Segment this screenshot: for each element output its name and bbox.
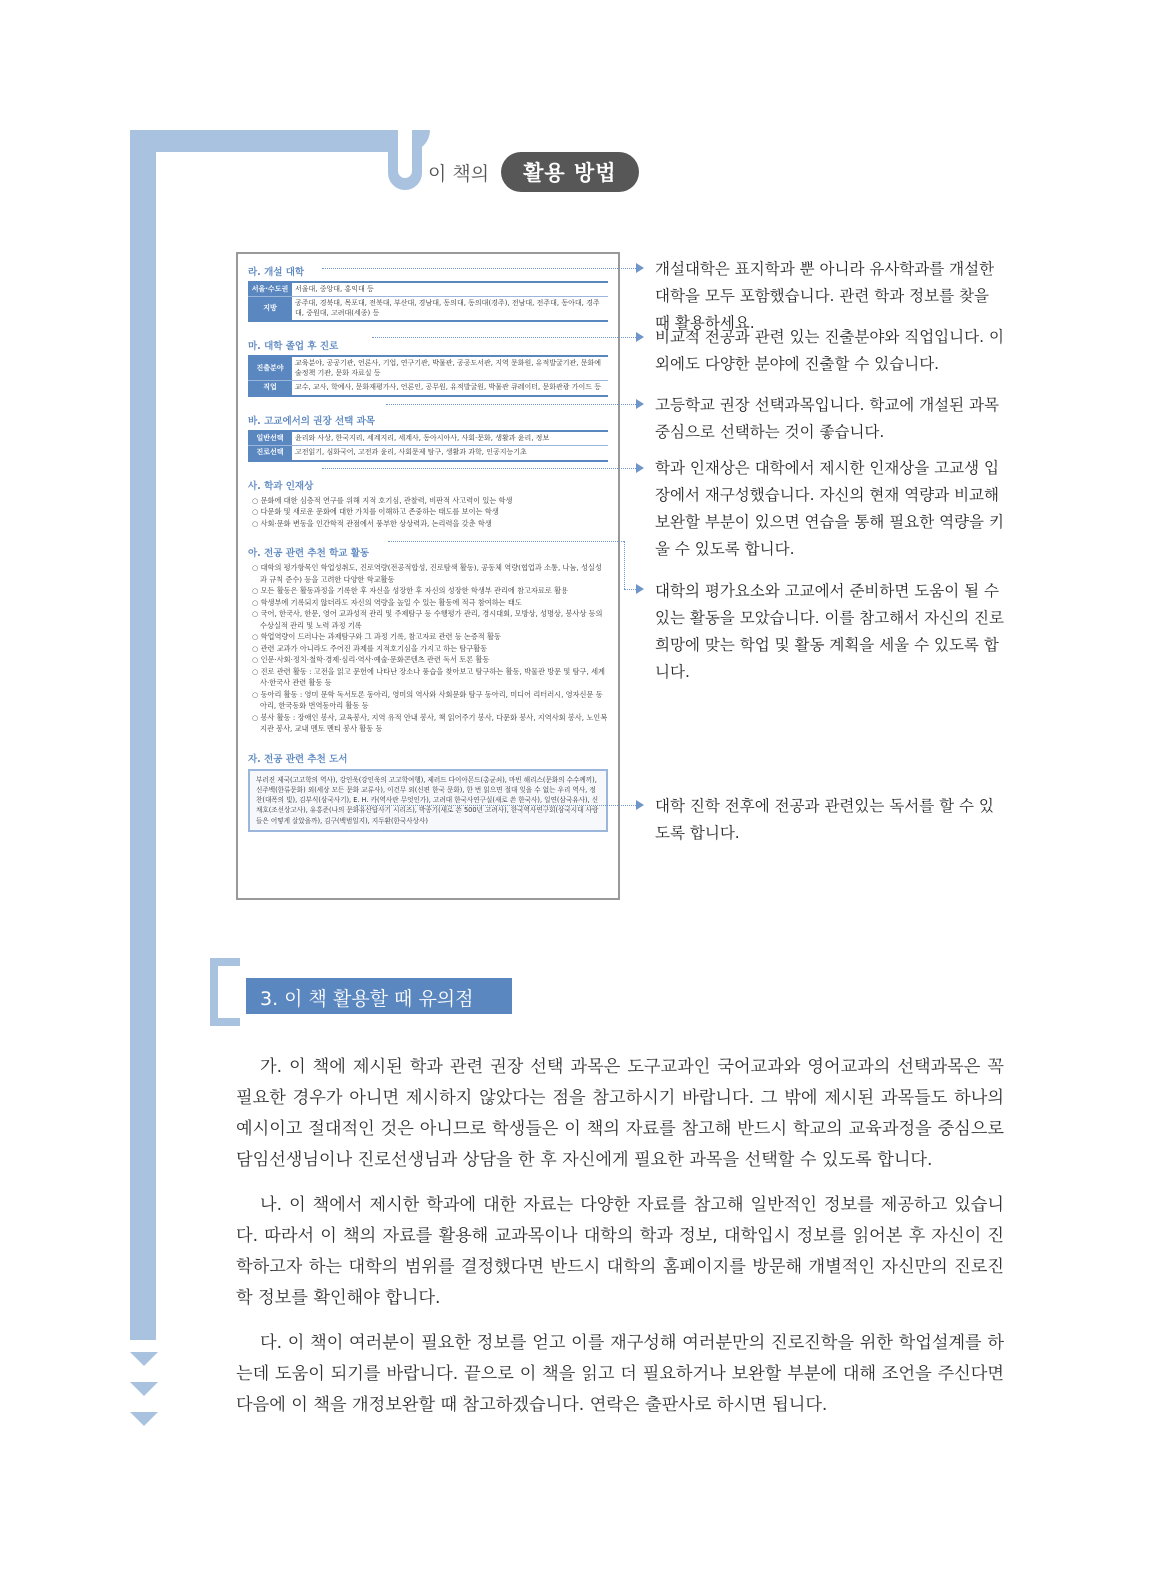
decorative-frame-curve xyxy=(156,152,192,192)
sample-page-thumbnail xyxy=(236,252,620,900)
arrow-icon xyxy=(636,399,644,409)
thumb-section-talent xyxy=(248,478,608,530)
arrow-icon xyxy=(636,463,644,473)
triangle-icon xyxy=(130,1352,158,1366)
paragraph-da: 다. 이 책이 여러분이 필요한 정보를 얻고 이를 재구성해 여러분만의 진로진학을 위한 학업설계를 하는데 도움이 되기를 바랍니다. 끝으로 이 책을 읽고 더 필요하거나 보완할 부분에 대해 조언을 주신다면 다음에 이 책을 개정보완할 때 참고하겠습니다. 연락은 출판사로 하시면 됩니다. xyxy=(236,1333,1004,1415)
list-item: ○ 인문·사회·정치·철학·경제·심리·역사·예술·문화콘텐츠 관련 독서 토론 활동 xyxy=(248,654,608,666)
table-row xyxy=(248,356,608,380)
leader-line xyxy=(624,589,636,590)
row-label: 진로선택 xyxy=(248,446,292,461)
row-label: 지방 xyxy=(248,297,292,321)
leader-line xyxy=(356,805,636,806)
row-value: 고전읽기, 심화국어, 고전과 윤리, 사회문제 탐구, 생활과 과학, 인공지능기초 xyxy=(292,446,608,461)
arrow-icon xyxy=(636,263,644,273)
thumb-section-title: 라. 개설 대학 xyxy=(248,267,305,278)
thumb-section-activities xyxy=(248,545,608,735)
table-row xyxy=(248,297,608,321)
header-title: 활용 방법 xyxy=(501,152,638,192)
thumb-section-careers xyxy=(248,338,608,396)
list-item: ○ 모든 활동은 활동과정을 기록한 후 자신을 성장한 후 자신의 성장한 학생부 관리에 참고자료로 활용 xyxy=(248,585,608,597)
list-item: ○ 문화에 대한 심층적 연구를 위해 지적 호기심, 관찰력, 비판적 사고력이 있는 학생 xyxy=(248,495,608,507)
page-header xyxy=(428,152,639,192)
table-row xyxy=(248,381,608,396)
decorative-frame-bar xyxy=(130,130,156,1340)
thumb-section-books xyxy=(248,751,608,832)
callout-careers: 비교적 전공과 관련 있는 진출분야와 직업입니다. 이 외에도 다양한 분야에 진출할 수 있습니다. xyxy=(655,328,1004,373)
thumb-table xyxy=(248,281,608,322)
thumb-table xyxy=(248,355,608,396)
list-item: ○ 사회·문화 변동을 인간학적 관점에서 풍부한 상상력과, 논리력을 갖춘 학생 xyxy=(248,518,608,530)
triangle-icon xyxy=(130,1412,158,1426)
row-value: 서울대, 중앙대, 홍익대 등 xyxy=(292,282,608,297)
list-item: ○ 학업역량이 드러나는 과제탐구와 그 과정 기록, 참고자료 관련 등 논증적 활동 xyxy=(248,631,608,643)
leader-line-vertical xyxy=(624,541,625,589)
list-item: ○ 다문화 및 새로운 문화에 대한 가치를 이해하고 존중하는 태도를 보이는 학생 xyxy=(248,506,608,518)
thumb-table xyxy=(248,430,608,462)
leader-line xyxy=(322,268,636,269)
arrow-icon xyxy=(636,800,644,810)
paragraph-ga: 가. 이 책에 제시된 학과 관련 권장 선택 과목은 도구교과인 국어교과와 영어교과의 선택과목은 꼭 필요한 경우가 아니면 제시하지 않았다는 점을 참고하시기 바랍니다. 그 밖에 제시된 과목들도 하나의 예시이고 절대적인 것은 아니므로 학생들은 이 책의 자료를 참고해 반드시 학교의 교육과정을 중심으로 담임선생님이나 진로선생님과 상담을 한 후 자신에게 필요한 과목을 선택할 수 있도록 합니다. xyxy=(236,1057,1004,1170)
row-label: 진출분야 xyxy=(248,356,292,380)
row-value: 공주대, 경북대, 목포대, 전북대, 부산대, 경남대, 동의대, 동의대(경주), 전남대, 전주대, 동아대, 경주대, 중원대, 고려대(세종) 등 xyxy=(292,297,608,321)
thumb-section-title: 사. 학과 인재상 xyxy=(248,480,314,492)
leader-line xyxy=(388,541,624,542)
books-box: 부러진 제국(고고학의 역사), 강인욱(강인욱의 고고학여행), 제러드 다이아몬드(총균쇠), 마빈 해리스(문화의 수수께끼), 신주백(한류문화) 외(세상 모든 문화 교류사), 이건무 외(신편 한국 문화), 한 번 읽으면 절대 잊을 수 없는 우리 역사, 정찬(대폭의 빛), 김부식(삼국사기), E. H. 카(역사란 무엇인가), 고려대 한국사연구실(새로 쓴 한국사), 일연(삼국유사), 신채호(조선상고사), 유홍준(나의 문화유산답사기 시리즈), 박종기(새로 쓴 500년 고려사), 한국역사연구회(삼국시대 사람들은 어떻게 살았을까), 김구(백범일지), 지두환(한국사상사) xyxy=(248,769,608,832)
table-row xyxy=(248,282,608,297)
callout-books: 대학 진학 전후에 전공과 관련있는 독서를 할 수 있도록 합니다. xyxy=(655,797,994,842)
list-item: ○ 국어, 한국사, 한문, 영어 교과성적 관리 및 주제탐구 등 수행평가 관리, 경시대회, 모방상, 성명상, 봉사상 등의 수상실적 관리 및 노력 과정 기록 xyxy=(248,608,608,631)
thumb-section-title: 마. 대학 졸업 후 진로 xyxy=(248,341,339,353)
leader-line xyxy=(322,468,636,469)
row-value: 교수, 교사, 학예사, 문화재평가사, 언론인, 공무원, 유적발굴원, 박물관 큐레이터, 문화관광 가이드 등 xyxy=(292,381,608,396)
row-label: 일반선택 xyxy=(248,431,292,446)
row-value: 교육분야, 공공기관, 언론사, 기업, 연구기관, 박물관, 공공도서관, 지역 문화원, 유적발굴기관, 문화예술정책 기관, 문화 자료실 등 xyxy=(292,356,608,380)
list-item: ○ 대학의 평가항목인 학업성취도, 진로역량(전공적합성, 진로탐색 활동), 공동체 역량(협업과 소통, 나눔, 성실성과 규칙 준수) 등을 고려한 다양한 학교활동 xyxy=(248,562,608,585)
triangle-icon xyxy=(130,1382,158,1396)
table-row xyxy=(248,446,608,461)
leader-line xyxy=(372,337,636,338)
row-label: 직업 xyxy=(248,381,292,396)
section-heading: 3. 이 책 활용할 때 유의점 xyxy=(246,978,512,1014)
decorative-frame-hook-inner xyxy=(398,130,412,178)
thumb-section-title: 자. 전공 관련 추천 도서 xyxy=(248,753,348,765)
list-item: ○ 학생부에 기록되지 않더라도 자신의 역량을 높일 수 있는 활동에 적극 참여하는 태도 xyxy=(248,597,608,609)
row-label: 서울·수도권 xyxy=(248,282,292,297)
arrow-icon xyxy=(636,584,644,594)
callout-universities: 개설대학은 표지학과 뿐 아니라 유사학과를 개설한 대학을 모두 포함했습니다. 관련 학과 정보를 찾을 때 활용하세요. xyxy=(655,260,995,332)
thumb-section-universities xyxy=(248,264,608,322)
callout-subjects: 고등학교 권장 선택과목입니다. 학교에 개설된 과목 중심으로 선택하는 것이 좋습니다. xyxy=(655,396,999,441)
callout-activities: 대학의 평가요소와 고교에서 준비하면 도움이 될 수 있는 활동을 모았습니다. 이를 참고해서 자신의 진로 희망에 맞는 학업 및 활동 계획을 세울 수 있도록 합니다. xyxy=(655,582,1004,681)
list-item: ○ 봉사 활동 : 장애인 봉사, 교육봉사, 지역 유적 안내 봉사, 책 읽어주기 봉사, 다문화 봉사, 지역사회 봉사, 노인복지관 봉사, 교내 멘토 멘티 봉사 활동 등 xyxy=(248,712,608,735)
list-item: ○ 진로 관련 활동 : 고전을 읽고 문헌에 나타난 장소나 풍습을 찾아보고 탐구하는 활동, 박물관 방문 및 탐구, 세계사·한국사 관련 활동 등 xyxy=(248,666,608,689)
thumb-section-title: 아. 전공 관련 추천 학교 활동 xyxy=(248,548,370,560)
arrow-icon xyxy=(636,332,644,342)
callout-talent: 학과 인재상은 대학에서 제시한 인재상을 고교생 입장에서 재구성했습니다. 자신의 현재 역량과 비교해 보완할 부분이 있으면 연습을 통해 필요한 역량을 키울 수 있도록 합니다. xyxy=(655,459,1004,558)
table-row xyxy=(248,431,608,446)
leader-line xyxy=(386,404,636,405)
thumb-section-title: 바. 고교에서의 권장 선택 과목 xyxy=(248,415,375,427)
list-item: ○ 관련 교과가 아니라도 주어진 과제를 지적호기심을 가지고 하는 탐구활동 xyxy=(248,643,608,655)
header-prefix: 이 책의 xyxy=(428,162,490,185)
decorative-triangles xyxy=(130,1352,158,1442)
row-value: 윤리와 사상, 한국지리, 세계지리, 세계사, 동아시아사, 사회·문화, 생활과 윤리, 정보 xyxy=(292,431,608,446)
list-item: ○ 동아리 활동 : 영미 문학 독서토론 동아리, 영미의 역사와 사회문화 탐구 동아리, 미디어 리터러시, 영자신문 동아리, 한국동화 번역동아리 활동 등 xyxy=(248,689,608,712)
thumb-section-subjects xyxy=(248,413,608,462)
decorative-frame-top xyxy=(130,130,430,152)
section-heading-frame xyxy=(210,958,240,1026)
paragraph-na: 나. 이 책에서 제시한 학과에 대한 자료는 다양한 자료를 참고해 일반적인 정보를 제공하고 있습니다. 따라서 이 책의 자료를 활용해 교과목이나 대학의 학과 정보, 대학입시 정보를 읽어본 후 자신이 진학하고자 하는 대학의 범위를 결정했다면 반드시 대학의 홈페이지를 방문해 개별적인 자신만의 진로진학 정보를 확인해야 합니다. xyxy=(236,1195,1004,1308)
